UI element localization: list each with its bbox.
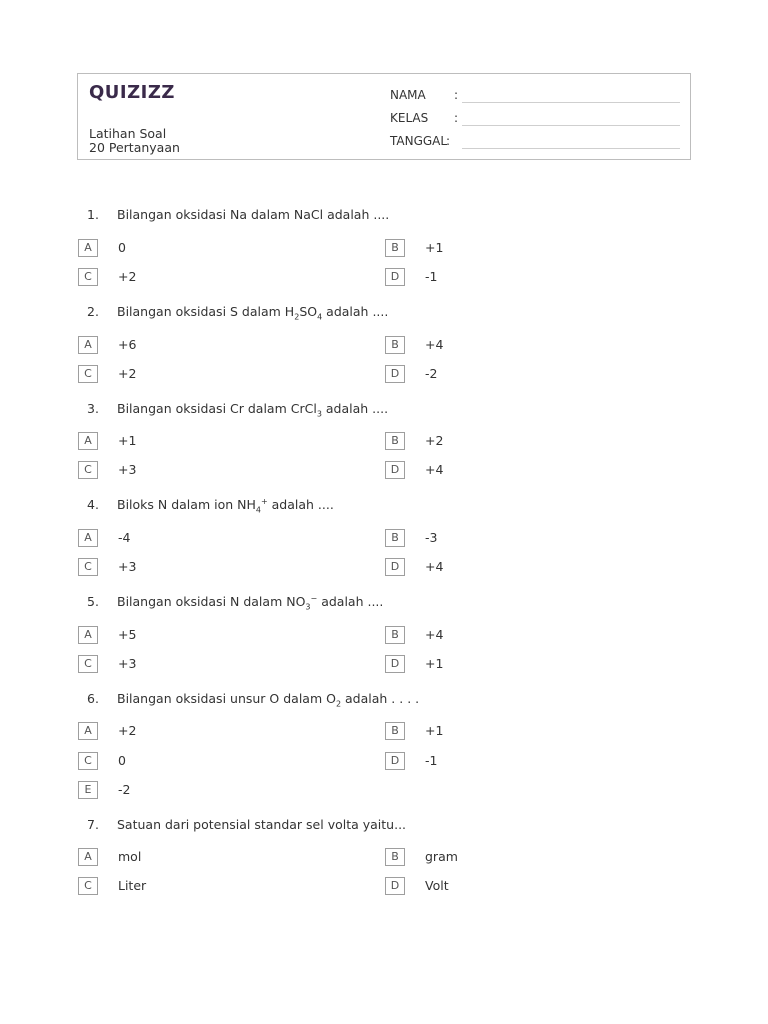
question-text: Bilangan oksidasi S dalam $H_2SO_4$ adalah .... [117,304,389,322]
date-line[interactable] [462,148,680,149]
class-line[interactable] [462,125,680,126]
question-text: Satuan dari potensial standar sel volta yaitu... [117,817,407,832]
question-text: Bilangan oksidasi unsur O dalam $O_2$ adalah . . . . [117,691,420,709]
worksheet-title: Latihan Soal [89,126,167,141]
question-text: Bilangan oksidasi N dalam $NO_3^-$ adalah .... [117,593,384,612]
question-count: 20 Pertanyaan [89,140,180,155]
question-text: Bilangan oksidasi Na dalam NaCl adalah .... [117,207,390,222]
question-text: Biloks N dalam ion $NH_4^+$ adalah .... [117,496,334,515]
name-label: NAMA [390,88,426,102]
class-label: KELAS [390,111,429,125]
name-line[interactable] [462,102,680,103]
date-label: TANGGAL [390,134,448,148]
worksheet-header: QUIZIZZ Latihan Soal 20 Pertanyaan NAMA : KELAS : TANGGAL : [77,73,691,160]
question-text: Bilangan oksidasi Cr dalam CrCl$_3$ adalah .... [117,401,389,419]
quizizz-logo: QUIZIZZ [89,82,175,103]
